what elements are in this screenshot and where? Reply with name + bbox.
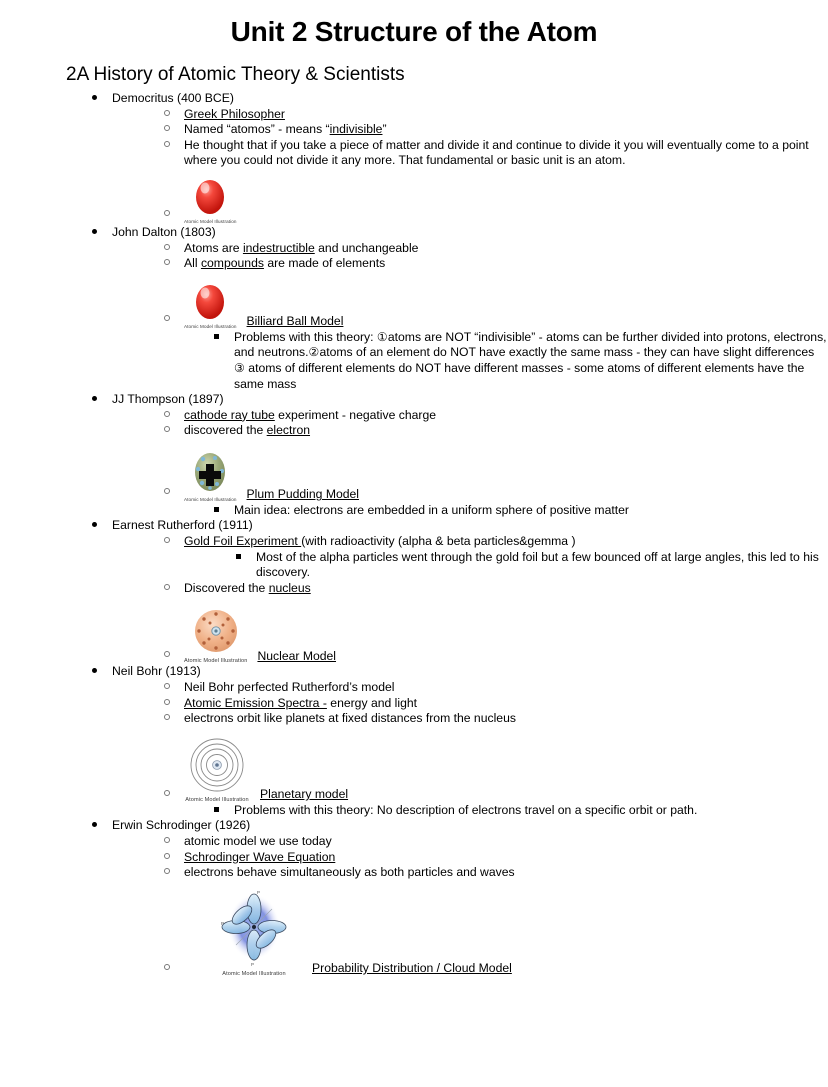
list-item [162,122,828,138]
bullet-square-icon [214,803,219,819]
point-text: atomic model we use today [184,834,332,849]
model-label: Probability Distribution / Cloud Model [312,961,512,976]
atomic-model-figure [184,606,247,664]
figure-caption: Atomic Model Illustration [184,496,237,502]
figure-row [162,885,828,977]
list-item [162,423,828,439]
bullet-circle-icon [164,711,170,727]
bullet-circle-icon [164,680,170,696]
list-item [162,408,828,424]
bullet-square-icon [236,550,241,566]
sub-list [112,834,828,977]
bullet-disc-icon [92,225,97,241]
point-text: cathode ray tube experiment - negative charge [184,407,437,422]
point-text: Problems with this theory: No description of electrons travel on a specific orbit or path. [234,802,698,817]
bullet-circle-icon [164,787,170,803]
point-text: Problems with this theory: ①atoms are NOT “indivisible” - atoms can be further divided into protons, electrons, and neutrons.②atoms of an element do NOT have exactly the same mass - they can have slight differences ③ atoms of different elements do NOT have different masses - some atoms of different elements have the same mass [234,329,827,391]
list-item [162,241,828,257]
point-text: Schrodinger Wave Equation [184,849,336,864]
list-item [162,865,828,881]
sub-sub-list [184,550,828,581]
atomic-model-figure [206,885,302,977]
list-item [234,550,828,581]
point-text: Named “atomos” - means “indivisible” [184,122,387,137]
scientist-name: Democritus (400 BCE) [112,90,234,105]
list-item [212,330,828,392]
point-text: electrons behave simultaneously as both particles and waves [184,865,515,880]
sub-list [112,107,828,225]
bullet-circle-icon [164,534,170,550]
bullet-disc-icon [92,392,97,408]
bullet-circle-icon [164,207,170,223]
list-item [162,850,828,866]
billiard-ball-icon [187,177,233,217]
bullet-disc-icon [92,664,97,680]
atomic-model-figure [184,449,237,503]
point-text: He thought that if you take a piece of matter and divide it and continue to divide it you will eventually come to a point where you could not divide it any more. That fundamental or basic unit is an atom. [184,137,809,168]
point-text: Gold Foil Experiment (with radioactivity (alpha & beta particles&gemma ) [184,534,576,549]
bullet-circle-icon [164,648,170,664]
page-title: Unit 2 Structure of the Atom [230,16,598,47]
model-label: Planetary model [260,787,349,802]
list-item [90,818,828,976]
scientist-name: Neil Bohr (1913) [112,664,201,679]
point-text: Discovered the nucleus [184,580,311,595]
bullet-circle-icon [164,850,170,866]
nuclear-model-icon [187,606,245,656]
point-emphasis: indivisible [329,122,383,137]
sub-sub-list [162,503,828,519]
sub-list [112,680,828,818]
figure-caption: Atomic Model Illustration [184,658,248,665]
list-item [212,803,828,819]
model-label: Billiard Ball Model [246,314,344,329]
bullet-circle-icon [164,107,170,123]
list-item [90,518,828,664]
point-emphasis: indestructible [242,240,315,255]
list-item [162,138,828,169]
figure-row [162,606,828,664]
list-item [162,680,828,696]
bullet-square-icon [214,330,219,346]
plum-pudding-icon [184,449,236,495]
point-text: All compounds are made of elements [184,256,386,271]
cloud-model-icon [206,885,302,969]
point-emphasis: nucleus [268,580,311,595]
model-label: Nuclear Model [257,648,337,663]
sub-sub-list [162,330,828,392]
sub-list [112,534,828,664]
bullet-circle-icon [164,961,170,977]
point-emphasis: cathode ray tube [184,407,275,422]
document-page [0,16,828,1087]
scientist-name: Erwin Schrodinger (1926) [112,818,251,833]
axis-label-x: P [221,920,225,926]
bullet-circle-icon [164,408,170,424]
bullet-circle-icon [164,485,170,501]
point-emphasis: electron [266,423,311,438]
list-item [90,91,828,225]
scientist-name: Earnest Rutherford (1911) [112,518,253,533]
point-text: electrons orbit like planets at fixed distances from the nucleus [184,711,516,726]
bullet-circle-icon [164,423,170,439]
atomic-model-figure [184,737,250,803]
figure-row [162,737,828,803]
figure-row [162,449,828,503]
list-item [212,503,828,519]
bullet-circle-icon [164,138,170,154]
figure-row [162,282,828,330]
list-item [162,534,828,581]
sub-list [112,241,828,393]
axis-label-y: P [251,961,255,967]
billiard-ball-icon [187,282,233,322]
atomic-model-figure [184,177,237,225]
figure-caption: Atomic Model Illustration [184,323,237,329]
list-item [162,107,828,123]
point-text: Atomic Emission Spectra - energy and light [184,695,418,710]
list-item [90,664,828,818]
planetary-model-icon [184,737,250,795]
figure-row [162,177,828,225]
section-heading: 2A History of Atomic Theory & Scientists [66,64,405,86]
point-emphasis: compounds [200,256,264,271]
bullet-circle-icon [164,834,170,850]
bullet-circle-icon [164,696,170,712]
atomic-model-figure [184,282,237,330]
point-text: Greek Philosopher [184,106,285,121]
bullet-circle-icon [164,122,170,138]
list-item [90,225,828,392]
list-item [162,711,828,727]
point-text: Atoms are indestructible and unchangeable [184,240,419,255]
figure-caption: Atomic Model Illustration [184,218,237,224]
bullet-circle-icon [164,256,170,272]
point-text: Most of the alpha particles went through the gold foil but a few bounced off at large angles, this led to his discovery. [256,549,819,580]
list-item [90,392,828,518]
point-emphasis: Atomic Emission Spectra - [184,695,327,710]
point-emphasis: Gold Foil Experiment [184,534,302,549]
bullet-square-icon [214,503,219,519]
bullet-circle-icon [164,865,170,881]
scientist-name: John Dalton (1803) [112,224,216,239]
scientist-name: JJ Thompson (1897) [112,392,224,407]
figure-caption: Atomic Model Illustration [222,970,286,977]
bullet-circle-icon [164,312,170,328]
bullet-disc-icon [92,518,97,534]
bullet-circle-icon [164,241,170,257]
sub-sub-list [162,803,828,819]
figure-caption: Atomic Model Illustration [185,796,249,803]
point-text: Neil Bohr perfected Rutherford’s model [184,680,395,695]
list-item [162,256,828,272]
axis-label-z: P [257,889,261,895]
list-item [162,696,828,712]
model-label: Plum Pudding Model [246,487,360,502]
bullet-disc-icon [92,818,97,834]
bullet-circle-icon [164,581,170,597]
bullet-disc-icon [92,91,97,107]
point-text: discovered the electron [184,423,311,438]
outline-root [0,91,828,977]
sub-list [112,408,828,519]
list-item [162,581,828,597]
list-item [162,834,828,850]
point-text: Main idea: electrons are embedded in a uniform sphere of positive matter [234,502,629,517]
